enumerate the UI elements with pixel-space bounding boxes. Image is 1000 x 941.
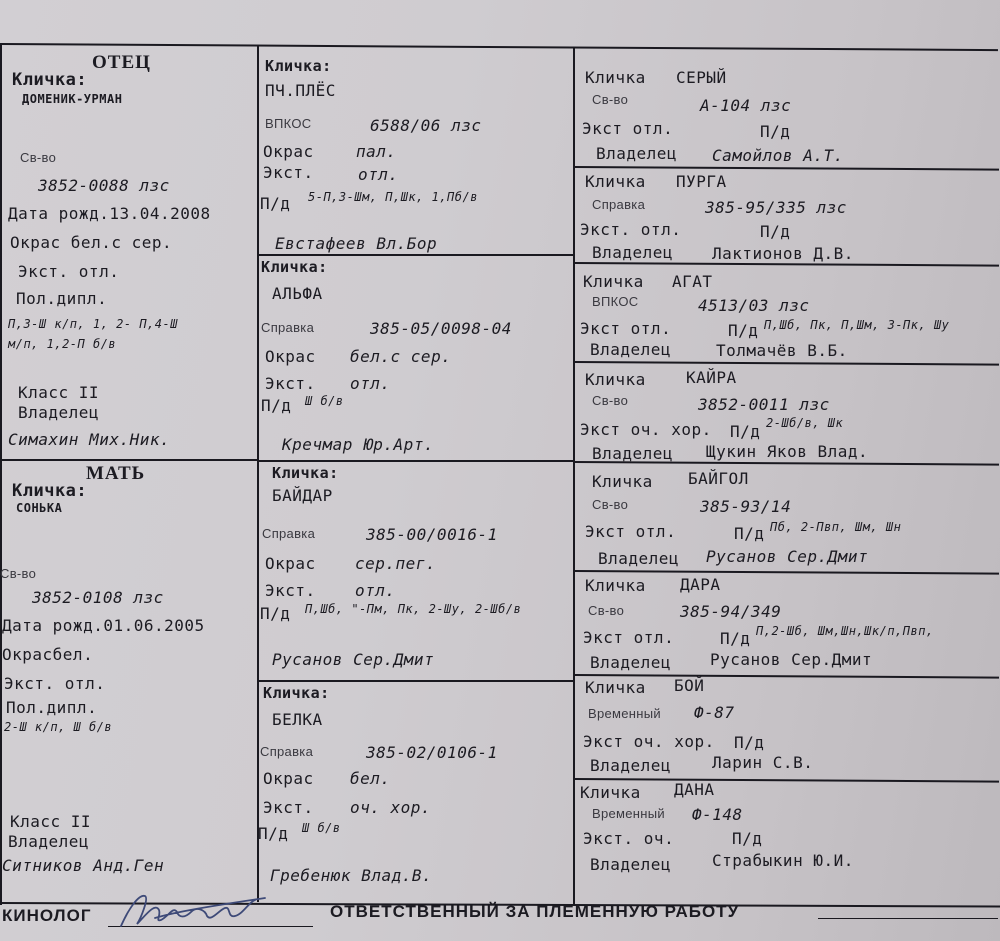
gp2-pd-label: П/д (261, 396, 292, 415)
ggp7-name: БОЙ (674, 676, 705, 695)
ggp6-owner: Русанов Сер.Дмит (710, 650, 873, 669)
gp2-doc-value: 385-05/0098-04 (370, 319, 512, 338)
gp1-color-label: Окрас (263, 142, 314, 161)
parent-row-divider (2, 459, 257, 461)
ggp7-doc-label: Временный (588, 706, 661, 721)
gp4-color-value: бел. (350, 769, 391, 788)
cynologist-label: КИНОЛОГ (2, 906, 92, 925)
mother-doc-value: 3852-0108 лзс (32, 588, 164, 607)
gp2-owner: Кречмар Юр.Арт. (282, 435, 434, 454)
mother-doc-label: Св-во (0, 566, 37, 581)
ggp4-owner-label: Владелец (592, 444, 674, 463)
father-heading: ОТЕЦ (92, 52, 151, 73)
ggp5-ext: Экст отл. (585, 522, 677, 541)
ggp8-ext: Экст. оч. (583, 829, 675, 848)
gp4-doc-label: Справка (260, 744, 314, 759)
ggp5-owner: Русанов Сер.Дмит (706, 547, 869, 566)
ggp1-owner-label: Владелец (596, 144, 678, 163)
father-diploma-line1: П,3-Ш к/п, 1, 2- П,4-Ш (8, 317, 178, 331)
gp3-color-value: сер.пег. (355, 554, 437, 573)
ggp3-name-label: Кличка (583, 272, 644, 291)
ggp3-pd-value: П,Шб, Пк, П,Шм, 3-Пк, Шу (764, 318, 950, 332)
mother-exterior: Экст. отл. (4, 674, 106, 693)
ggp6-ext: Экст отл. (583, 628, 675, 647)
gp1-pd-value: 5-П,3-Шм, П,Шк, 1,Пб/в (308, 190, 478, 204)
ggp3-owner: Толмачёв В.Б. (716, 341, 848, 360)
ggp5-pd-label: П/д (734, 524, 765, 543)
signature-icon (115, 888, 285, 933)
gp3-color-label: Окрас (265, 554, 316, 573)
gp1-doc-label: ВПКОС (265, 116, 312, 131)
ggp1-doc-value: А-104 лзс (700, 96, 792, 115)
gp1-color-value: пал. (356, 142, 397, 161)
gp1-ext-label: Экст. (263, 163, 314, 182)
mother-dob: Дата рожд.01.06.2005 (2, 616, 205, 635)
gp3-owner: Русанов Сер.Дмит (272, 650, 435, 669)
mother-owner: Ситников Анд.Ген (2, 856, 165, 875)
ggp-divider-3 (575, 361, 999, 366)
ggp3-ext: Экст отл. (580, 319, 672, 338)
ggp3-name: АГАТ (672, 272, 713, 291)
gp4-doc-value: 385-02/0106-1 (366, 743, 498, 762)
ggp8-name-label: Кличка (580, 783, 641, 802)
gp2-color-label: Окрас (265, 347, 316, 366)
mother-diploma-line1: 2-Ш к/п, Ш б/в (4, 720, 113, 734)
column-divider-2 (573, 48, 575, 904)
gp1-name-label: Кличка: (265, 57, 332, 75)
ggp2-doc-label: Справка (592, 197, 646, 212)
gp-divider-2 (257, 460, 575, 462)
ggp8-doc-label: Временный (592, 806, 665, 821)
gp2-name: АЛЬФА (272, 284, 323, 303)
ggp4-doc-value: 3852-0011 лзс (698, 395, 830, 414)
gp4-ext-value: оч. хор. (350, 798, 432, 817)
ggp2-pd-label: П/д (760, 222, 791, 241)
father-doc-value: 3852-0088 лзс (38, 176, 170, 195)
ggp6-doc-value: 385-94/349 (680, 602, 782, 621)
father-name: ДОМЕНИК-УРМАН (22, 92, 123, 106)
father-doc-label: Св-во (20, 150, 57, 165)
gp4-pd-label: П/д (258, 824, 289, 843)
gp4-name: БЕЛКА (272, 710, 323, 729)
ggp7-owner: Ларин С.В. (712, 753, 814, 772)
ggp2-name-label: Кличка (585, 172, 646, 191)
gp2-color-value: бел.с сер. (350, 347, 452, 366)
gp3-pd-label: П/д (260, 604, 291, 623)
gp1-ext-value: отл. (358, 165, 399, 184)
responsible-label: ОТВЕТСТВЕННЫЙ ЗА ПЛЕМЕННУЮ РАБОТУ (330, 902, 740, 921)
gp-divider-1 (257, 254, 575, 256)
gp4-pd-value: Ш б/в (302, 821, 341, 835)
ggp2-doc-value: 385-95/335 лзс (705, 198, 847, 217)
gp2-ext-label: Экст. (265, 374, 316, 393)
father-fieldwork: Пол.дипл. (16, 289, 108, 308)
ggp4-name-label: Кличка (585, 370, 646, 389)
ggp7-ext: Экст оч. хор. (583, 732, 715, 751)
ggp1-doc-label: Св-во (592, 92, 629, 107)
gp4-color-label: Окрас (263, 769, 314, 788)
ggp1-name-label: Кличка (585, 68, 646, 87)
ggp1-owner: Самойлов А.Т. (712, 146, 844, 165)
gp1-doc-value: 6588/06 лзс (370, 116, 482, 135)
ggp8-doc-value: Ф-148 (692, 805, 743, 824)
ggp7-name-label: Кличка (585, 678, 646, 697)
ggp4-pd-label: П/д (730, 422, 761, 441)
ggp4-pd-value: 2-Шб/в, Шк (766, 416, 844, 430)
father-exterior: Экст. отл. (18, 262, 120, 281)
mother-owner-label: Владелец (8, 832, 90, 851)
father-owner-label: Владелец (18, 403, 100, 422)
responsible-signature-line (818, 918, 998, 919)
gp-divider-3 (257, 680, 575, 682)
ggp3-doc-label: ВПКОС (592, 294, 639, 309)
ggp2-name: ПУРГА (676, 172, 727, 191)
column-divider-1 (257, 46, 259, 902)
gp1-pd-label: П/д (260, 194, 291, 213)
gp4-owner: Гребенюк Влад.В. (270, 866, 433, 885)
ggp2-ext: Экст. отл. (580, 220, 682, 239)
ggp5-doc-value: 385-93/14 (700, 497, 792, 516)
table-left-border (0, 43, 2, 905)
ggp-divider-5 (575, 570, 999, 575)
ggp2-owner: Лактионов Д.В. (712, 244, 854, 263)
ggp6-doc-label: Св-во (588, 603, 625, 618)
ggp8-owner-label: Владелец (590, 855, 672, 874)
ggp-divider-7 (575, 778, 999, 783)
ggp8-owner: Страбыкин Ю.И. (712, 851, 854, 870)
ggp-divider-1 (575, 166, 999, 171)
ggp3-pd-label: П/д (728, 321, 759, 340)
father-class: Класс II (18, 383, 100, 402)
gp1-owner: Евстафеев Вл.Бор (275, 234, 438, 253)
ggp4-name: КАЙРА (686, 368, 737, 387)
table-top-border (2, 43, 998, 51)
father-owner: Симахин Мих.Ник. (8, 430, 171, 449)
ggp3-doc-value: 4513/03 лзс (698, 296, 810, 315)
gp3-pd-value: П,Шб, "-Пм, Пк, 2-Шу, 2-Шб/в (305, 602, 522, 616)
ggp4-owner: Щукин Яков Влад. (706, 442, 869, 461)
ggp5-name: БАЙГОЛ (688, 469, 749, 488)
ggp4-doc-label: Св-во (592, 393, 629, 408)
gp2-pd-value: Ш б/в (305, 394, 344, 408)
ggp6-name: ДАРА (680, 575, 721, 594)
gp2-ext-value: отл. (350, 374, 391, 393)
ggp5-pd-value: Пб, 2-Пвп, Шм, Шн (770, 520, 902, 534)
mother-heading: МАТЬ (86, 463, 146, 484)
ggp6-owner-label: Владелец (590, 653, 672, 672)
gp1-name: ПЧ.ПЛЁС (265, 81, 336, 100)
ggp4-ext: Экст оч. хор. (580, 420, 712, 439)
gp3-doc-label: Справка (262, 526, 316, 541)
ggp6-pd-value: П,2-Шб, Шм,Шн,Шк/п,Пвп, (756, 624, 934, 638)
gp2-name-label: Кличка: (261, 258, 328, 276)
gp4-ext-label: Экст. (263, 798, 314, 817)
gp3-ext-label: Экст. (265, 581, 316, 600)
mother-fieldwork: Пол.дипл. (6, 698, 98, 717)
father-diploma-line2: м/п, 1,2-П б/в (8, 337, 117, 351)
father-name-label: Кличка: (12, 70, 88, 90)
ggp1-pd-label: П/д (760, 122, 791, 141)
mother-name-label: Кличка: (12, 481, 88, 501)
ggp7-pd-label: П/д (734, 733, 765, 752)
gp3-ext-value: отл. (355, 581, 396, 600)
father-dob: Дата рожд.13.04.2008 (8, 204, 211, 223)
ggp2-owner-label: Владелец (592, 243, 674, 262)
gp3-doc-value: 385-00/0016-1 (366, 525, 498, 544)
father-color: Окрас бел.с сер. (10, 233, 173, 252)
gp4-name-label: Кличка: (263, 684, 330, 702)
gp2-doc-label: Справка (261, 320, 315, 335)
ggp5-owner-label: Владелец (598, 549, 680, 568)
ggp1-ext: Экст отл. (582, 119, 674, 138)
mother-class: Класс II (10, 812, 92, 831)
ggp6-pd-label: П/д (720, 629, 751, 648)
ggp8-name: ДАНА (674, 780, 715, 799)
ggp6-name-label: Кличка (585, 576, 646, 595)
ggp3-owner-label: Владелец (590, 340, 672, 359)
ggp5-name-label: Кличка (592, 472, 653, 491)
mother-name: СОНЬКА (16, 501, 63, 515)
ggp8-pd-label: П/д (732, 829, 763, 848)
ggp5-doc-label: Св-во (592, 497, 629, 512)
ggp1-name: СЕРЫЙ (676, 68, 727, 87)
gp3-name-label: Кличка: (272, 464, 339, 482)
gp3-name: БАЙДАР (272, 486, 333, 505)
ggp7-doc-value: Ф-87 (694, 703, 735, 722)
ggp7-owner-label: Владелец (590, 756, 672, 775)
mother-color: Окрасбел. (2, 645, 94, 664)
